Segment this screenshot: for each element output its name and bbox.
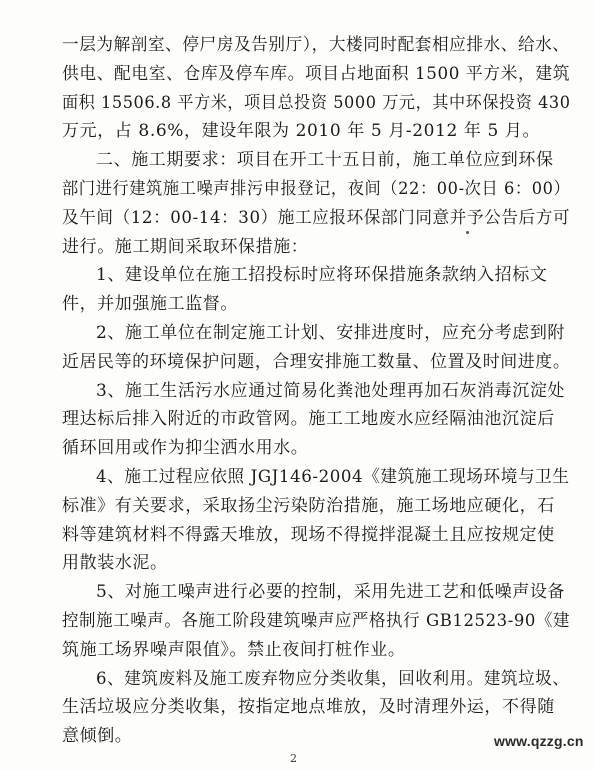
scan-speck xyxy=(466,231,469,234)
paragraph-line: 及午间（12：00-14：30）施工应报环保部门同意并予公告后方可 xyxy=(62,207,571,228)
paragraph-line: 意倾倒。 xyxy=(62,726,133,747)
paragraph-line: 面积 15506.8 平方米，项目总投资 5000 万元，其中环保投资 430 xyxy=(62,92,571,113)
page-number: 2 xyxy=(290,752,298,765)
paragraph-line: 进行。施工期间采取环保措施： xyxy=(62,236,309,257)
paragraph-line: 部门进行建筑施工噪声排污申报登记，夜间（22：00-次日 6：00） xyxy=(62,179,571,199)
list-item-line: 6、建筑废料及施工废弃物应分类收集，回收利用。建筑垃圾、 xyxy=(96,668,570,689)
watermark: www.qzzg.cn xyxy=(494,733,584,749)
paragraph-line: 料等建筑材料不得露天堆放，现场不得搅拌混凝土且应按规定使 xyxy=(62,524,555,545)
paragraph-line: 控制施工噪声。各施工阶段建筑噪声应严格执行 GB12523-90《建 xyxy=(62,611,571,631)
paragraph-line: 用散装水泥。 xyxy=(62,553,168,574)
list-item-line: 2、施工单位在制定施工计划、安排进度时，应充分考虑到附 xyxy=(96,323,566,343)
paragraph-line: 筑施工场界噪声限值》。禁止夜间打桩作业。 xyxy=(62,639,406,660)
paragraph-line: 一层为解剖室、停尸房及告别厅），大楼同时配套相应排水、给水、 xyxy=(62,35,570,55)
paragraph-line: 万元，占 8.6%，建设年限为 2010 年 5 月-2012 年 5 月。 xyxy=(62,121,541,142)
paragraph-line: 标准》有关要求，采取扬尘污染防治措施，施工场地应硬化，石 xyxy=(62,495,555,516)
list-item-line: 5、对施工噪声进行必要的控制，采用先进工艺和低噪声设备 xyxy=(96,582,566,603)
paragraph-line: 理达标后排入附近的市政管网。施工工地废水应经隔油池沉淀后 xyxy=(62,409,555,430)
section-heading-line: 二、施工期要求：项目在开工十五日前，施工单位应到环保 xyxy=(96,150,554,171)
list-item-line: 1、建设单位在施工招投标时应将环保措施条款纳入招标文 xyxy=(96,265,548,286)
paragraph-line: 循环回用或作为抑尘洒水用水。 xyxy=(62,438,309,459)
list-item-line: 4、施工过程应依照 JGJ146-2004《建筑施工现场环境与卫生 xyxy=(96,467,570,487)
paragraph-line: 件，并加强施工监督。 xyxy=(62,294,238,315)
paragraph-line: 生活垃圾应分类收集，按指定地点堆放，及时清理外运，不得随 xyxy=(62,697,555,718)
paragraph-line: 近居民等的环境保护问题，合理安排施工数量、位置及时间进度。 xyxy=(62,351,571,372)
paragraph-line: 供电、配电室、仓库及停车库。项目占地面积 1500 平方米，建筑 xyxy=(62,63,571,84)
list-item-line: 3、施工生活污水应通过简易化粪池处理再加石灰消毒沉淀处 xyxy=(96,380,566,401)
